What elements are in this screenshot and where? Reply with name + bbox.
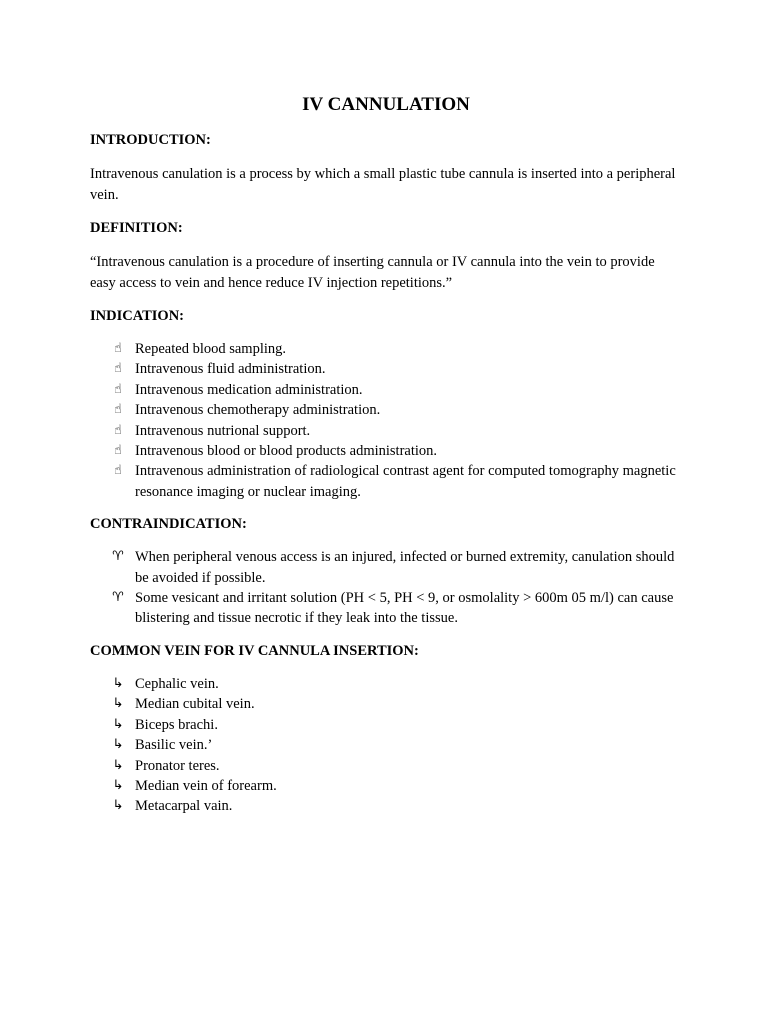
- list-item: [90, 461, 682, 502]
- list-item: [90, 441, 682, 461]
- list-item-text: Basilic vein.’: [135, 737, 213, 754]
- curved-arrow-icon: ↳: [112, 798, 124, 814]
- contraindication-list: [90, 547, 682, 629]
- list-item: [90, 694, 682, 714]
- list-item: [90, 547, 682, 588]
- definition-text: “Intravenous canulation is a procedure of inserting cannula or IV cannula into the vein to provide easy access to vein and hence reduce IV injection repetitions.”: [90, 254, 655, 291]
- list-item-text: Metacarpal vain.: [135, 798, 233, 815]
- list-item-text: Cephalic vein.: [135, 675, 219, 692]
- introduction-heading: INTRODUCTION:: [90, 132, 211, 148]
- aries-symbol-icon: ♈: [112, 549, 124, 565]
- list-item: [90, 588, 682, 629]
- list-item-text: Repeated blood sampling.: [135, 341, 287, 357]
- list-item-text: Median vein of forearm.: [135, 777, 277, 794]
- list-item: [90, 400, 682, 420]
- page-title: IV CANNULATION: [302, 94, 470, 115]
- list-item-text: Median cubital vein.: [135, 696, 255, 713]
- list-item: [90, 380, 682, 400]
- common-vein-heading: COMMON VEIN FOR IV CANNULA INSERTION:: [90, 642, 419, 659]
- list-item-text: Intravenous chemotherapy administration.: [135, 402, 381, 419]
- curved-arrow-icon: ↳: [112, 757, 124, 773]
- curved-arrow-icon: ↳: [112, 716, 124, 732]
- list-item: [90, 715, 682, 735]
- list-item: [90, 339, 682, 359]
- list-item-text: Intravenous nutrional support.: [135, 422, 311, 439]
- list-item-text: Biceps brachi.: [135, 716, 218, 733]
- definition-heading: DEFINITION:: [90, 220, 183, 236]
- curved-arrow-icon: ↳: [112, 696, 124, 712]
- indication-heading: INDICATION:: [90, 308, 184, 324]
- list-item: [90, 756, 682, 776]
- pointing-hand-icon: ☝: [114, 443, 122, 459]
- list-item: [90, 674, 682, 694]
- list-item-text: Intravenous blood or blood products administration.: [135, 443, 438, 460]
- curved-arrow-icon: ↳: [112, 737, 124, 753]
- document-body: [90, 94, 682, 817]
- pointing-hand-icon: ☝: [114, 381, 122, 397]
- introduction-text: Intravenous canulation is a process by which a small plastic tube cannula is inserted into a peripheral vein.: [90, 166, 676, 203]
- list-item: [90, 359, 682, 379]
- curved-arrow-icon: ↳: [112, 675, 124, 691]
- list-item-text: Intravenous administration of radiological contrast agent for computed tomography magnetic resonance imaging or nuclear imaging.: [135, 463, 676, 500]
- pointing-hand-icon: ☝: [114, 361, 122, 377]
- curved-arrow-icon: ↳: [112, 777, 124, 793]
- pointing-hand-icon: ☝: [114, 422, 122, 438]
- list-item-text: Pronator teres.: [135, 757, 220, 774]
- list-item: [90, 735, 682, 755]
- pointing-hand-icon: ☝: [114, 463, 122, 479]
- pointing-hand-icon: ☝: [114, 341, 122, 356]
- list-item-text: When peripheral venous access is an injured, infected or burned extremity, canulation should be avoided if possible.: [135, 549, 675, 586]
- pointing-hand-icon: ☝: [114, 402, 122, 418]
- aries-symbol-icon: ♈: [112, 590, 124, 606]
- list-item-text: Intravenous fluid administration.: [135, 361, 326, 378]
- list-item-text: Intravenous medication administration.: [135, 381, 363, 398]
- list-item: [90, 796, 682, 816]
- indication-list: [90, 339, 682, 502]
- list-item: [90, 421, 682, 441]
- common-vein-list: [90, 674, 682, 817]
- contraindication-heading: CONTRAINDICATION:: [90, 516, 247, 533]
- list-item: [90, 776, 682, 796]
- list-item-text: Some vesicant and irritant solution (PH < 5, PH < 9, or osmolality > 600m 05 m/l) can cause blistering and tissue necrotic if they leak into the tissue.: [135, 590, 674, 627]
